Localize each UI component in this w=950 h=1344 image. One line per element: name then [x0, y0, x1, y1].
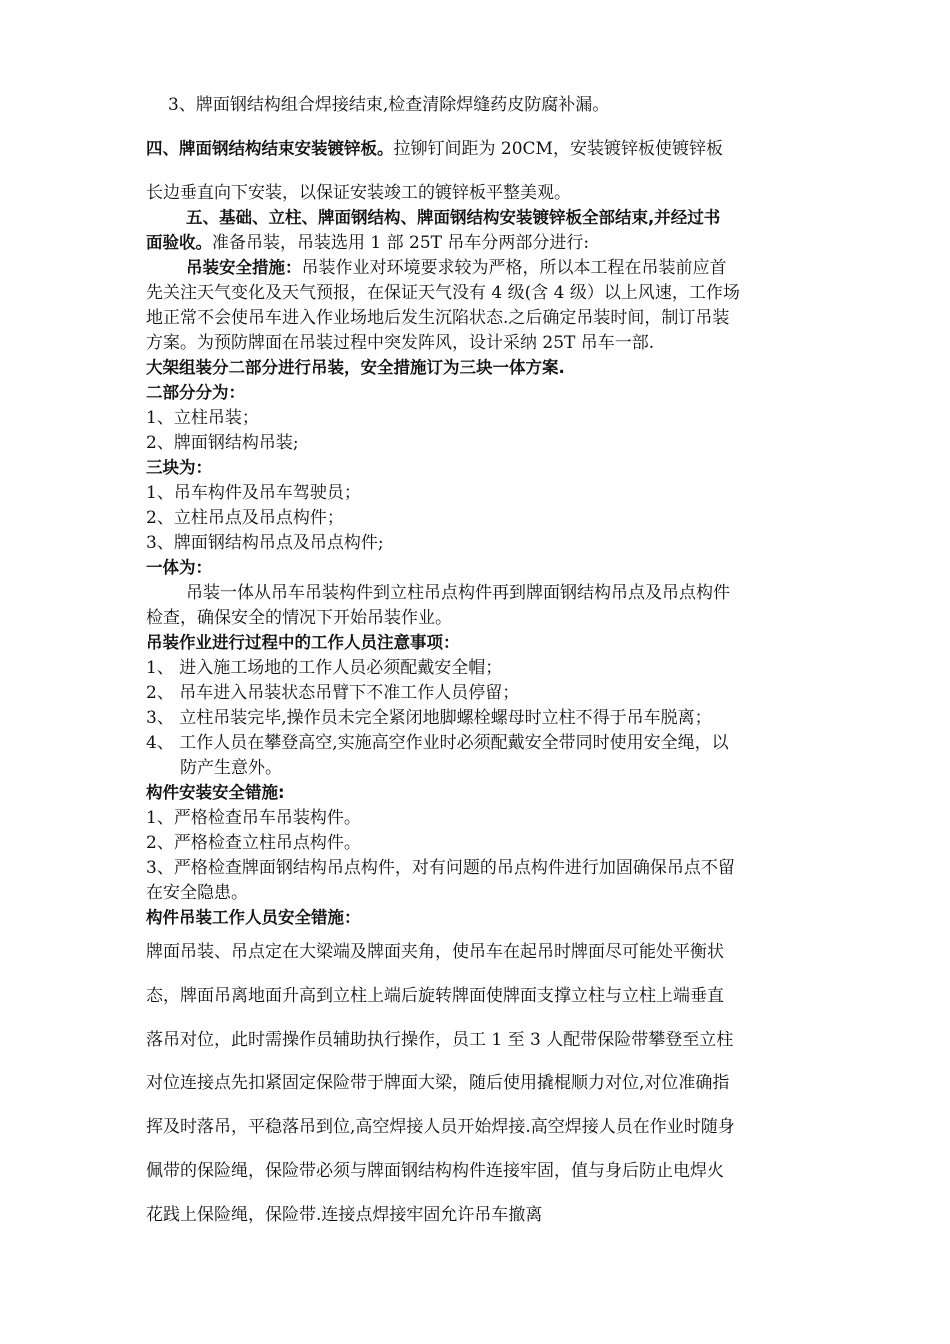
section-4-heading: 四、牌面钢结构结束安装镀锌板。	[146, 139, 394, 158]
safety-line-2: 先关注天气变化及天气预报，在保证天气没有 4 级(含 4 级）以上风速，工作场	[146, 283, 740, 303]
section-5-line-2	[146, 233, 589, 253]
two-parts-item-2: 2、牌面钢结构吊装;	[146, 433, 299, 453]
section-4-line-1	[146, 139, 723, 159]
notice-item-4-cont: 防产生意外。	[180, 758, 282, 778]
safety-line-1	[186, 258, 727, 278]
safety-text-1: 吊装作业对环境要求较为严格，所以本工程在吊装前应首	[301, 258, 727, 278]
safety-line-3: 地正常不会使吊车进入作业场地后发生沉陷状态.之后确定吊装时间，制订吊装	[146, 308, 730, 328]
section-5-heading-end: 面验收。	[146, 233, 212, 252]
section-4-text: 拉铆钉间距为 20CM，安装镀锌板使镀锌板	[393, 139, 723, 159]
three-blocks-heading: 三块为：	[146, 458, 212, 477]
worker-line-5: 挥及时落吊，平稳落吊到位,高空焊接人员开始焊接.高空焊接人员在作业时随身	[146, 1117, 735, 1137]
two-parts-heading: 二部分分为：	[146, 383, 245, 402]
paragraph-step-3: 3、牌面钢结构组合焊接结束,检查清除焊缝药皮防腐补漏。	[168, 95, 610, 115]
component-safety-heading: 构件安装安全错施:	[146, 783, 285, 802]
section-5-text: 准备吊装，吊装选用 1 部 25T 吊车分两部分进行:	[212, 233, 590, 253]
worker-line-2: 态，牌面吊离地面升高到立柱上端后旋转牌面使牌面支撑立柱与立柱上端垂直	[146, 986, 724, 1006]
safety-line-4: 方案。为预防牌面在吊装过程中突发阵风，设计采纳 25T 吊车一部.	[146, 333, 655, 353]
component-safety-item-3: 3、严格检查牌面钢结构吊点构件，对有问题的吊点构件进行加固确保吊点不留	[146, 858, 735, 878]
notice-item-3: 3、 立柱吊装完毕,操作员未完全紧闭地脚螺栓螺母时立柱不得于吊车脱离；	[146, 708, 712, 728]
worker-line-7: 花践上保险绳，保险带.连接点焊接牢固允许吊车撤离	[146, 1205, 543, 1225]
one-body-heading: 一体为：	[146, 558, 212, 577]
worker-line-1: 牌面吊装、吊点定在大梁端及牌面夹角，使吊车在起吊时牌面尽可能处平衡状	[146, 942, 724, 962]
component-safety-item-3-cont: 在安全隐患。	[146, 883, 248, 903]
safety-heading: 吊装安全措施：	[186, 258, 302, 277]
section-5-heading: 五、基础、立柱、牌面钢结构、牌面钢结构安装镀锌板全部结束,并经过书	[186, 208, 721, 227]
notice-item-2: 2、 吊车进入吊装状态吊臂下不准工作人员停留；	[146, 683, 520, 703]
worker-safety-heading: 构件吊装工作人员安全错施：	[146, 908, 361, 927]
notice-heading: 吊装作业进行过程中的工作人员注意事项：	[146, 633, 460, 652]
two-parts-item-1: 1、立柱吊装；	[146, 408, 259, 428]
one-body-line-1: 吊装一体从吊车吊装构件到立柱吊点构件再到牌面钢结构吊点及吊点构件	[186, 583, 730, 603]
worker-line-4: 对位连接点先扣紧固定保险带于牌面大梁，随后使用撬棍顺力对位,对位准确指	[146, 1073, 730, 1093]
three-blocks-item-1: 1、吊车构件及吊车驾驶员；	[146, 483, 361, 503]
notice-item-4: 4、 工作人员在攀登高空,实施高空作业时必须配戴安全带同时使用安全绳，以	[146, 733, 729, 753]
frame-heading: 大架组装分二部分进行吊装，安全措施订为三块一体方案.	[146, 358, 565, 377]
three-blocks-item-3: 3、牌面钢结构吊点及吊点构件;	[146, 533, 384, 553]
one-body-line-2: 检查，确保安全的情况下开始吊装作业。	[146, 608, 452, 628]
section-4-line-2: 长边垂直向下安装，以保证安装竣工的镀锌板平整美观。	[146, 183, 571, 203]
worker-line-6: 佩带的保险绳，保险带必须与牌面钢结构构件连接牢固，值与身后防止电焊火	[146, 1161, 724, 1181]
three-blocks-item-2: 2、立柱吊点及吊点构件；	[146, 508, 344, 528]
component-safety-item-2: 2、严格检查立柱吊点构件。	[146, 833, 361, 853]
worker-line-3: 落吊对位，此时需操作员辅助执行操作，员工 1 至 3 人配带保险带攀登至立柱	[146, 1030, 734, 1050]
notice-item-1: 1、 进入施工场地的工作人员必须配戴安全帽；	[146, 658, 503, 678]
component-safety-item-1: 1、严格检查吊车吊装构件。	[146, 808, 361, 828]
